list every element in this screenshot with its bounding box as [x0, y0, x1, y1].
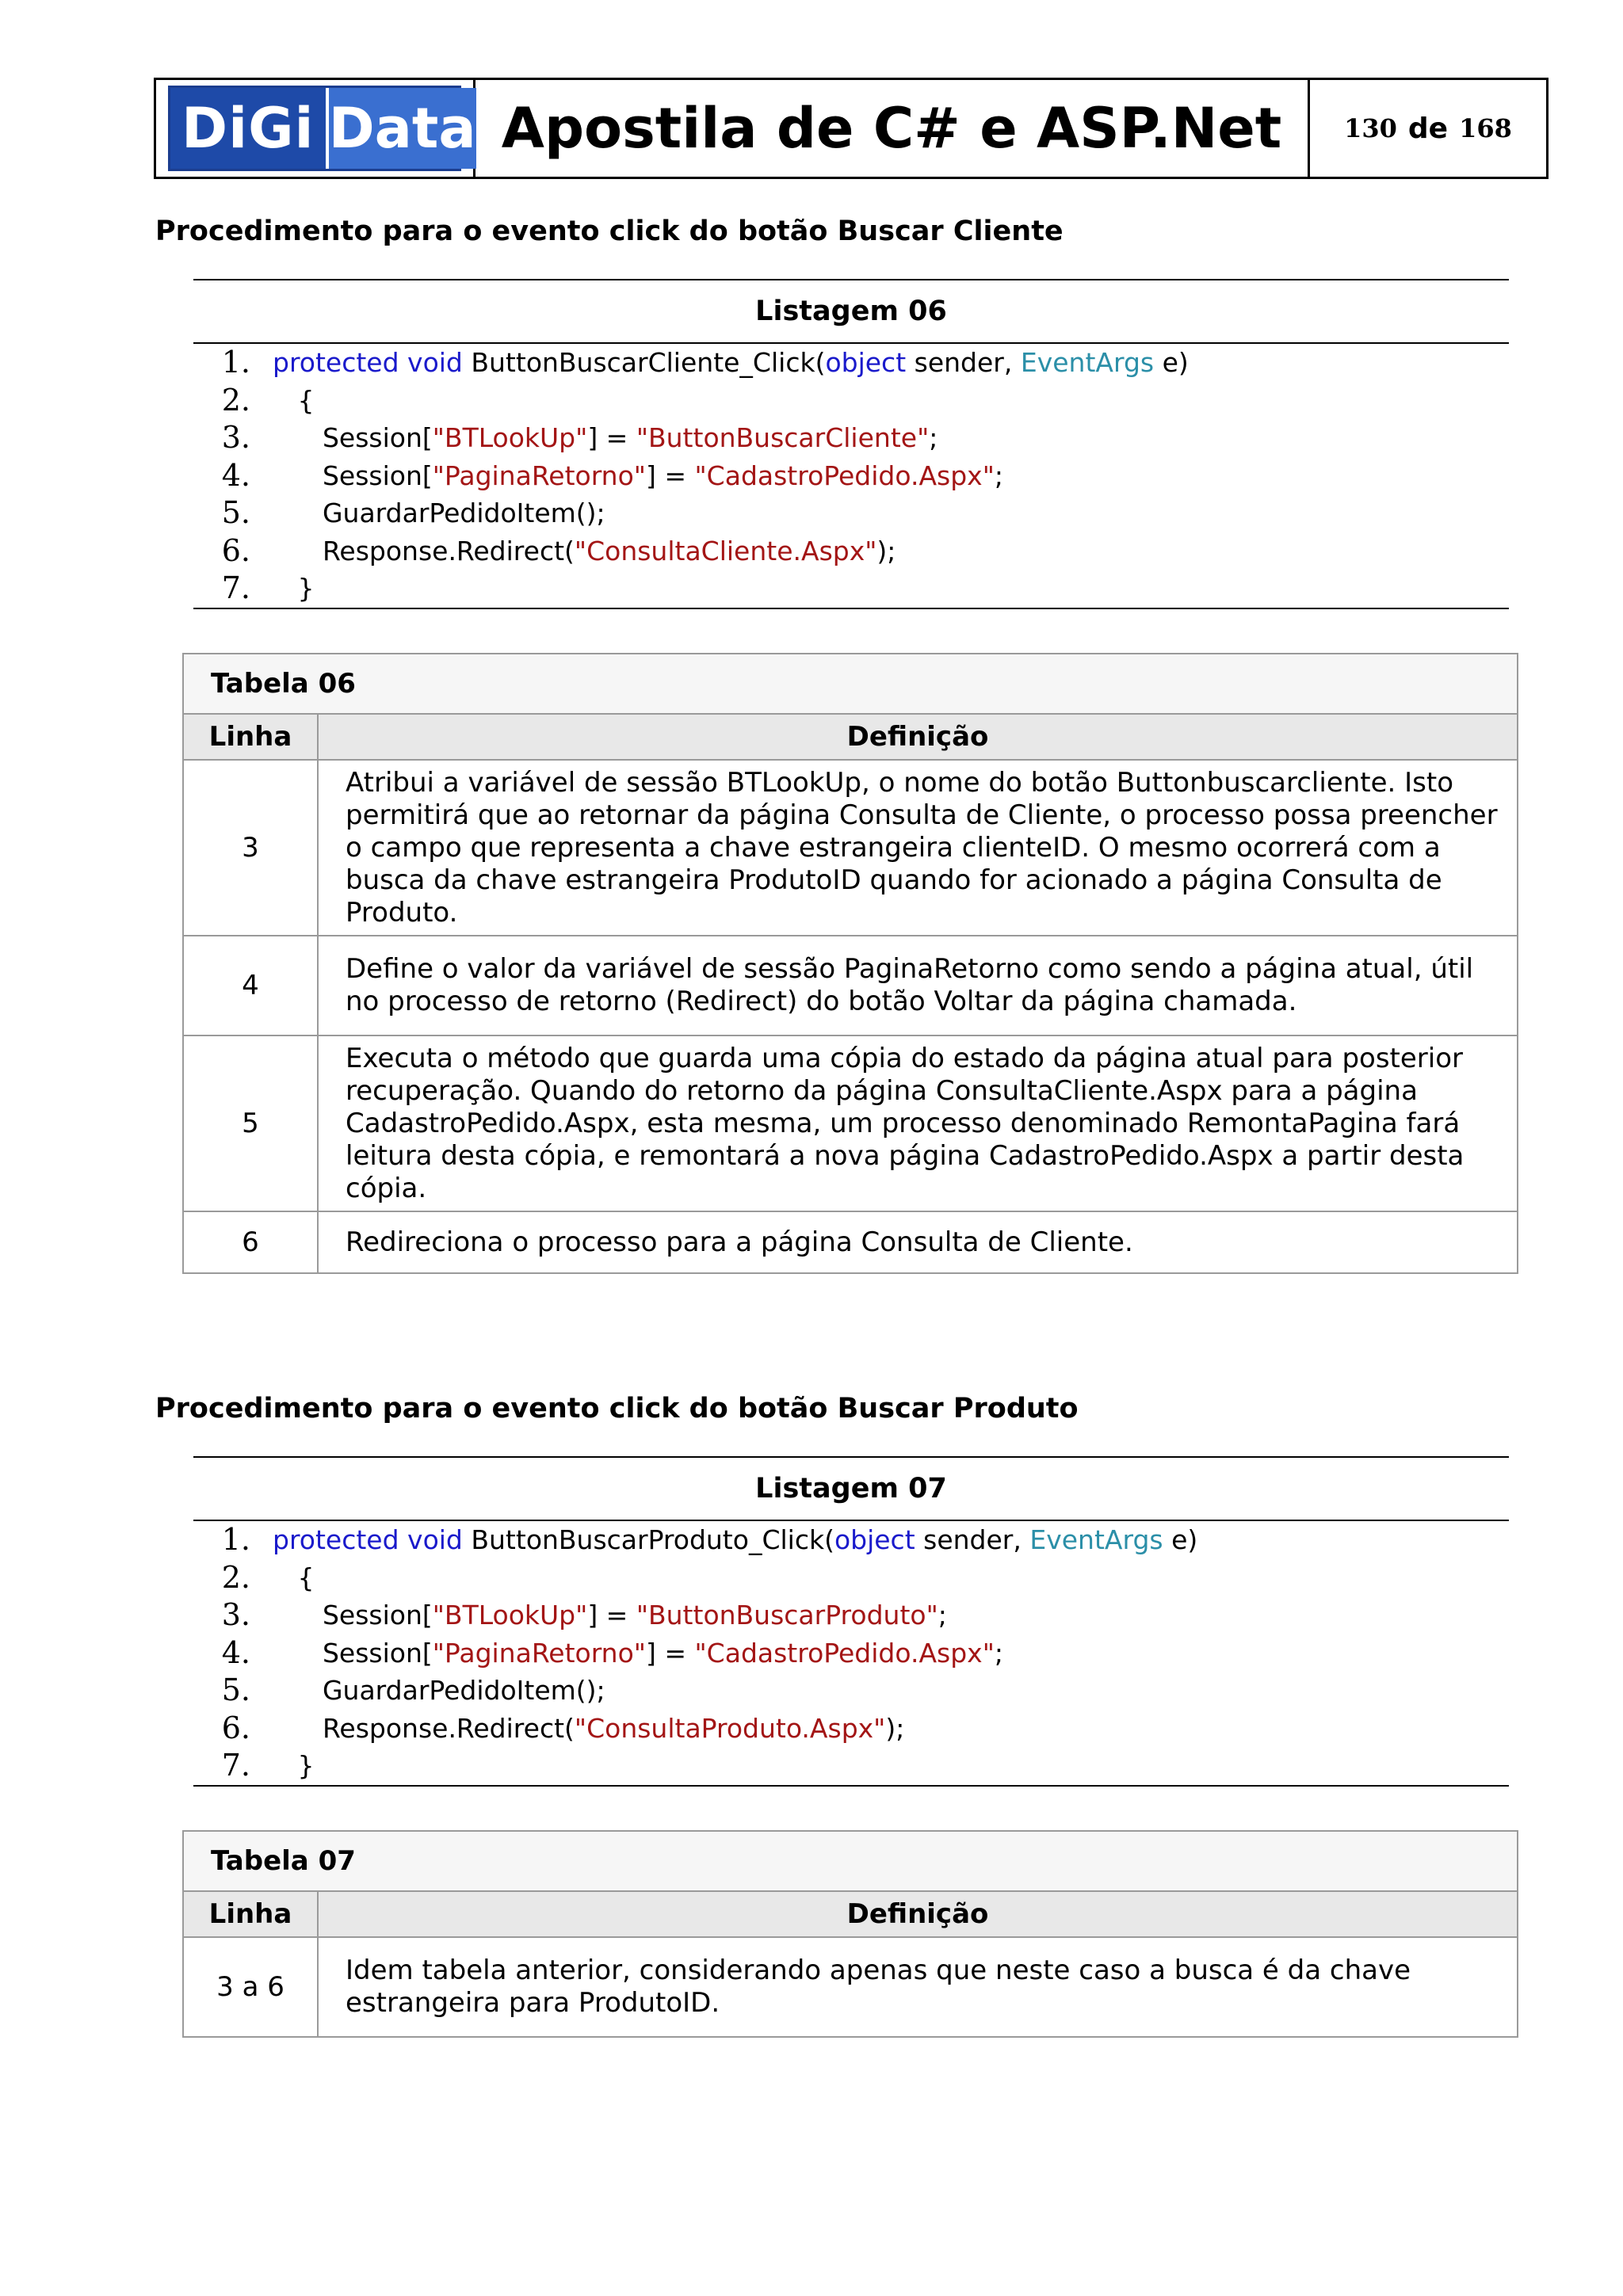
code-text [273, 344, 1189, 382]
code-text [273, 570, 314, 608]
code-indent [273, 422, 323, 453]
code-text [273, 1559, 314, 1597]
table-row [183, 760, 1518, 936]
code-line [193, 1559, 1509, 1597]
code-indent [273, 1638, 323, 1669]
logo-cell [156, 80, 475, 177]
code-indent [273, 1600, 323, 1630]
code-text [273, 1634, 1003, 1672]
code-token: ] = [645, 460, 695, 491]
code-line [193, 532, 1509, 570]
listing-title: Listagem 07 [755, 1473, 947, 1505]
row-definition: Idem tabela anterior, considerando apenas que neste caso a busca é da chave estrangeira para ProdutoID. [318, 1937, 1518, 2037]
code-keyword: protected void [273, 347, 463, 378]
row-line: 6 [183, 1211, 318, 1273]
code-token: Session[ [322, 1637, 433, 1669]
code-text [273, 532, 896, 570]
code-line [193, 1710, 1509, 1748]
page-total: 168 [1459, 113, 1512, 143]
code-string: "ConsultaCliente.Aspx" [574, 535, 877, 566]
code-token: GuardarPedidoItem(); [322, 1675, 605, 1706]
code-text [273, 457, 1003, 495]
code-indent [273, 536, 323, 566]
code-token: ); [876, 535, 896, 566]
code-text [273, 494, 605, 532]
code-string: "CadastroPedido.Aspx" [694, 460, 995, 491]
code-token: Response.Redirect( [322, 535, 575, 566]
code-keyword: protected void [273, 1524, 463, 1555]
listing-07 [193, 1456, 1509, 1787]
code-text [273, 419, 938, 457]
logo-digi-text: DiGi [170, 88, 329, 169]
line-number: 1. [221, 345, 250, 379]
code-token: { [297, 384, 315, 416]
code-token: Session[ [322, 460, 433, 491]
line-number: 6. [221, 532, 250, 568]
line-number: 6. [221, 1710, 250, 1745]
code-line [193, 1634, 1509, 1672]
line-number: 2. [221, 1559, 250, 1595]
definition-table-06 [182, 653, 1518, 1274]
code-token: sender, [915, 1524, 1030, 1555]
code-token: Session[ [322, 1600, 433, 1630]
row-definition: Executa o método que guarda uma cópia do estado da página atual para posterior recuperação. Quando do retorno da página ConsultaCliente.Aspx para a página CadastroPedido.Aspx, esta mesma, um processo denominado RemontaPagina fará leitura desta cópia, e remontará a nova página CadastroPedido.Aspx a partir desta cópia. [318, 1035, 1518, 1211]
page-header [154, 78, 1549, 179]
code-block [193, 344, 1509, 608]
table-row [183, 1211, 1518, 1273]
code-line [193, 1521, 1509, 1559]
code-text [273, 1710, 904, 1748]
code-indent [273, 385, 297, 416]
code-token: } [297, 1750, 315, 1781]
row-line: 4 [183, 936, 318, 1035]
code-token: ); [885, 1712, 905, 1744]
section-title-buscar-cliente: Procedimento para o evento click do botão Buscar Cliente [155, 215, 1064, 247]
listing-bottom-rule [193, 1785, 1509, 1787]
page-current: 130 [1344, 113, 1397, 143]
table-caption: Tabela 07 [183, 1831, 1518, 1891]
row-line: 3 [183, 760, 318, 936]
code-token: ] = [587, 422, 636, 453]
code-text [273, 382, 314, 420]
document-title: Apostila de C# e ASP.Net [475, 80, 1310, 177]
code-line [193, 344, 1509, 382]
table-caption: Tabela 06 [183, 654, 1518, 714]
code-token: e) [1154, 347, 1189, 378]
line-number: 4. [221, 457, 250, 493]
listing-bottom-rule [193, 608, 1509, 609]
line-number: 7. [221, 1748, 250, 1783]
code-token: ] = [587, 1600, 636, 1630]
code-line [193, 1672, 1509, 1710]
row-definition: Define o valor da variável de sessão PaginaRetorno como sendo a página atual, útil no processo de retorno (Redirect) do botão Voltar da página chamada. [318, 936, 1518, 1035]
code-token: ButtonBuscarCliente_Click( [462, 347, 826, 378]
code-text [273, 1521, 1197, 1559]
row-line: 3 a 6 [183, 1937, 318, 2037]
code-token: sender, [906, 347, 1021, 378]
row-definition: Redireciona o processo para a página Consulta de Cliente. [318, 1211, 1518, 1273]
code-keyword: object [834, 1524, 915, 1555]
code-type: EventArgs [1029, 1524, 1163, 1555]
code-token: ; [938, 1600, 947, 1630]
line-number: 5. [221, 1672, 250, 1707]
digidata-logo [168, 86, 476, 171]
line-number: 5. [221, 495, 250, 530]
column-header-line: Linha [183, 714, 318, 760]
column-header-line: Linha [183, 1891, 318, 1937]
logo-data-text: Data [329, 88, 476, 169]
page-number [1310, 80, 1546, 177]
code-token: { [297, 1562, 315, 1593]
code-block [193, 1521, 1509, 1785]
code-token: Session[ [322, 422, 433, 453]
code-indent [273, 1713, 323, 1744]
code-string: "CadastroPedido.Aspx" [694, 1637, 995, 1669]
code-string: "PaginaRetorno" [432, 1637, 646, 1669]
table-row [183, 1035, 1518, 1211]
code-line [193, 1747, 1509, 1785]
definition-table-07 [182, 1830, 1518, 2038]
line-number: 3. [221, 1597, 250, 1632]
line-number: 1. [221, 1522, 250, 1557]
column-header-definition: Definição [318, 714, 1518, 760]
code-token: ; [994, 460, 1004, 491]
listing-title: Listagem 06 [755, 296, 947, 327]
code-text [273, 1672, 605, 1710]
code-indent [273, 573, 297, 604]
code-indent [273, 460, 323, 491]
table-row [183, 1937, 1518, 2037]
code-string: "ConsultaProduto.Aspx" [574, 1712, 886, 1744]
code-line [193, 1596, 1509, 1634]
code-line [193, 570, 1509, 608]
code-token: GuardarPedidoItem(); [322, 498, 605, 528]
row-line: 5 [183, 1035, 318, 1211]
code-token: } [297, 573, 315, 604]
code-indent [273, 1750, 297, 1781]
code-line [193, 419, 1509, 457]
code-string: "PaginaRetorno" [432, 460, 646, 491]
code-token: ] = [645, 1637, 695, 1669]
page-of-label: de [1407, 112, 1449, 145]
code-text [273, 1596, 947, 1634]
row-definition: Atribui a variável de sessão BTLookUp, o nome do botão Buttonbuscarcliente. Isto permitirá que ao retornar da página Consulta de Cliente, o processo possa preencher o campo que representa a chave estrangeira clienteID. O mesmo ocorrerá com a busca da chave estrangeira ProdutoID quando for acionado a página Consulta de Produto. [318, 760, 1518, 936]
code-token: e) [1163, 1524, 1198, 1555]
column-header-definition: Definição [318, 1891, 1518, 1937]
line-number: 7. [221, 570, 250, 605]
code-line [193, 494, 1509, 532]
code-indent [273, 1562, 297, 1593]
code-token: ; [929, 422, 938, 453]
line-number: 2. [221, 382, 250, 418]
code-keyword: object [825, 347, 907, 378]
code-text [273, 1747, 314, 1785]
code-line [193, 382, 1509, 420]
code-string: "BTLookUp" [432, 1600, 588, 1630]
line-number: 3. [221, 420, 250, 455]
code-token: ; [994, 1637, 1004, 1669]
section-title-buscar-produto: Procedimento para o evento click do botão Buscar Produto [155, 1393, 1079, 1425]
code-string: "BTLookUp" [432, 422, 588, 453]
code-type: EventArgs [1020, 347, 1155, 378]
code-line [193, 457, 1509, 495]
code-indent [273, 498, 323, 528]
code-string: "ButtonBuscarCliente" [636, 422, 930, 453]
code-token: Response.Redirect( [322, 1712, 575, 1744]
listing-06 [193, 279, 1509, 609]
code-string: "ButtonBuscarProduto" [636, 1600, 938, 1630]
line-number: 4. [221, 1634, 250, 1670]
code-token: ButtonBuscarProduto_Click( [462, 1524, 834, 1555]
table-row [183, 936, 1518, 1035]
code-indent [273, 1675, 323, 1706]
